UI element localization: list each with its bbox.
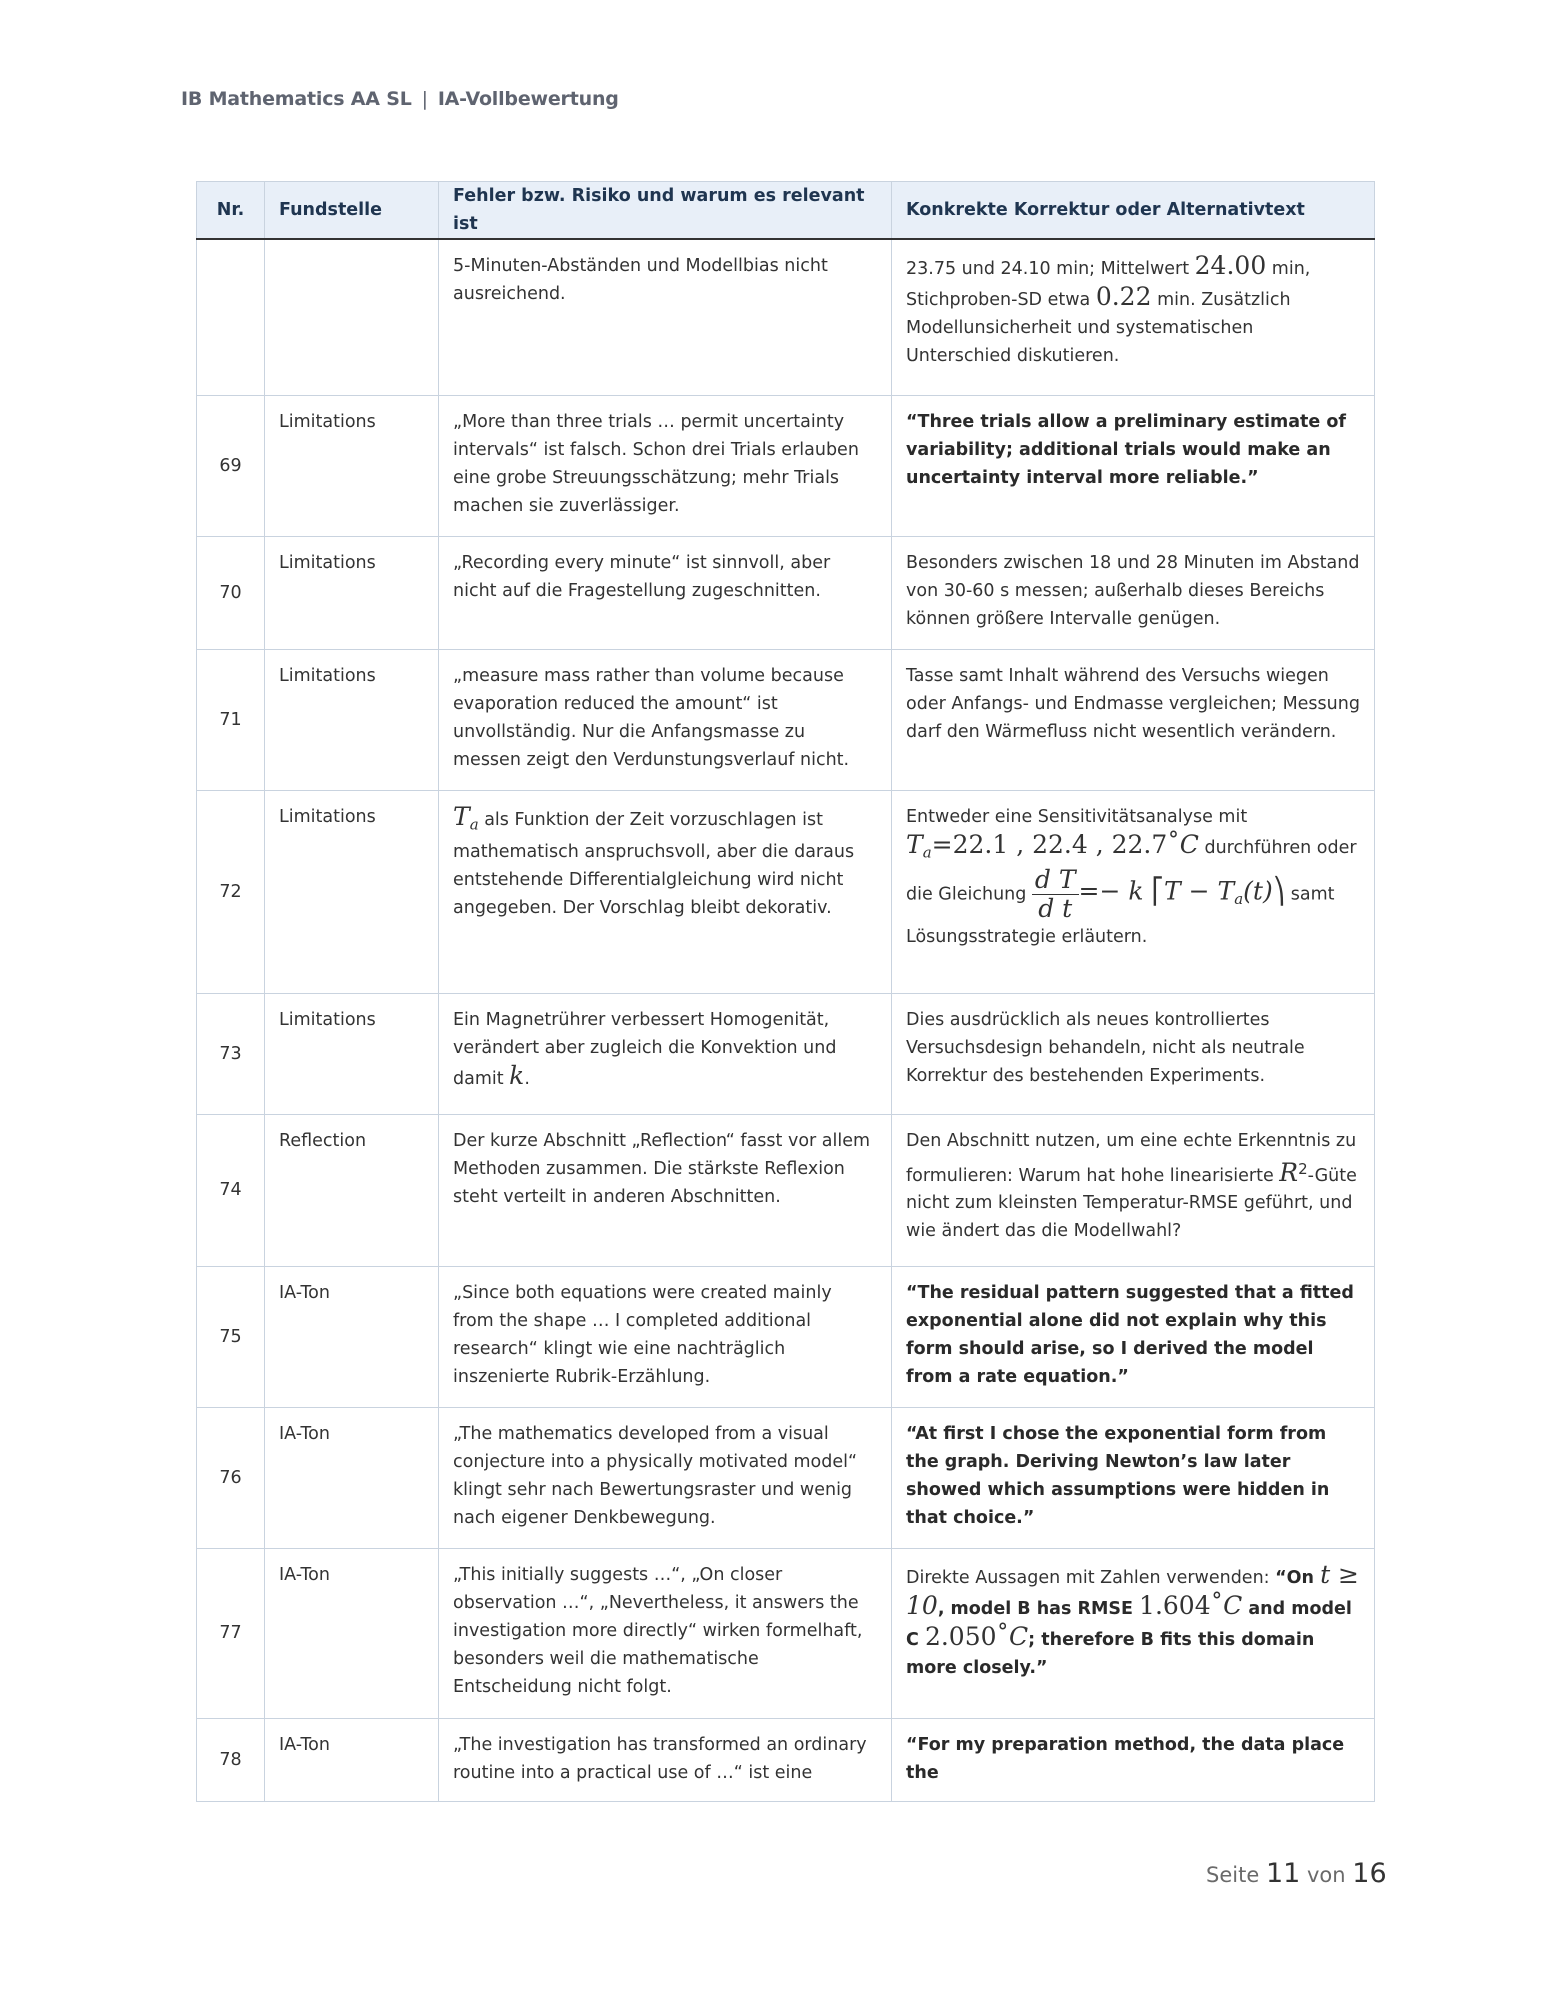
fix-text: min, Stichproben-SD etwa [906, 259, 1311, 310]
row-fix [892, 1114, 1375, 1266]
row-fix [892, 790, 1375, 993]
column-header-nr: Nr. [197, 182, 265, 240]
row-fix: Tasse samt Inhalt während des Versuchs wiegen oder Anfangs- und Endmasse vergleichen; Messung darf den Wärmefluss nicht wesentlich verändern. [892, 649, 1375, 790]
page-number: 11 [1265, 1858, 1301, 1889]
row-number: 78 [197, 1718, 265, 1801]
math-unit: C [1179, 829, 1199, 859]
math-subscript: a [1234, 890, 1244, 908]
fix-text: -Güte nicht zum kleinsten Temperatur-RMSE geführt, und wie ändert das die Modellwahl? [906, 1165, 1357, 1242]
row-fix [892, 1548, 1375, 1718]
fix-text: 23.75 und 24.10 min; Mittelwert [906, 259, 1195, 279]
math-equation-end: (t)⎞ [1243, 876, 1286, 906]
row-fix: “The residual pattern suggested that a fitted exponential alone did not explain why this form should arise, so I derived the model from a rate equation.” [892, 1266, 1375, 1407]
table-row [197, 239, 1375, 395]
math-rmse-c: 2.050 [924, 1621, 997, 1651]
fix-text: Direkte Aussagen mit Zahlen verwenden: [906, 1567, 1276, 1588]
row-fix: Besonders zwischen 18 und 28 Minuten im Abstand von 30-60 s messen; außerhalb dieses Bereichs können größere Intervalle genügen. [892, 536, 1375, 649]
math-degree: ˚ [1210, 1590, 1224, 1620]
row-location [265, 239, 439, 395]
column-header-location: Fundstelle [265, 182, 439, 240]
row-issue: „Recording every minute“ ist sinnvoll, aber nicht auf die Fragestellung zugeschnitten. [439, 536, 892, 649]
math-inequality: t ≥ 10 [906, 1559, 1360, 1620]
document-title: IA-Vollbewertung [437, 88, 619, 110]
math-degree: ˚ [1167, 829, 1180, 859]
row-number: 77 [197, 1548, 265, 1718]
table-row [197, 1266, 1375, 1407]
math-symbol-t: T [453, 801, 470, 831]
fix-text: Entweder eine Sensitivitätsanalyse mit [906, 806, 1248, 827]
row-fix: “Three trials allow a preliminary estimate of variability; additional trials would make an uncertainty interval more reliable.” [892, 395, 1375, 536]
row-location: Limitations [265, 536, 439, 649]
row-issue [439, 790, 892, 993]
row-number: 74 [197, 1114, 265, 1266]
math-equation-sensitivity [906, 829, 1199, 861]
row-number: 73 [197, 993, 265, 1114]
page-label: Seite [1206, 1863, 1260, 1887]
row-number: 71 [197, 649, 265, 790]
row-location: Limitations [265, 649, 439, 790]
row-location: Limitations [265, 395, 439, 536]
row-location: Limitations [265, 790, 439, 993]
math-superscript: 2 [1298, 1159, 1308, 1178]
column-header-issue: Fehler bzw. Risiko und warum es relevant ist [439, 182, 892, 240]
math-values: =22.1 , 22.4 , 22.7 [931, 829, 1168, 859]
table-row [197, 790, 1375, 993]
row-issue: „This initially suggests …“, „On closer observation …“, „Nevertheless, it answers the investigation more directly“ wirken formelhaft, besonders weil die mathematische Entscheidung nicht folgt. [439, 1548, 892, 1718]
row-location: IA-Ton [265, 1407, 439, 1548]
math-unit: C [1009, 1621, 1029, 1651]
fraction-numerator: d T [1032, 866, 1079, 895]
page-of-label: von [1306, 1863, 1346, 1887]
row-issue: „The investigation has transformed an ordinary routine into a practical use of …“ ist eine [439, 1718, 892, 1801]
table-header-row [197, 182, 1375, 240]
fix-text: durchführen oder die Gleichung [906, 837, 1357, 905]
math-sd: 0.22 [1095, 282, 1152, 311]
header-separator: | [421, 88, 428, 110]
row-number: 75 [197, 1266, 265, 1407]
row-issue [439, 993, 892, 1114]
row-location: IA-Ton [265, 1718, 439, 1801]
math-rmse-b: 1.604 [1139, 1590, 1211, 1620]
row-fix [892, 239, 1375, 395]
math-symbol-t: T [906, 829, 923, 859]
table-row [197, 993, 1375, 1114]
table-row [197, 395, 1375, 536]
row-issue: „measure mass rather than volume because evaporation reduced the amount“ ist unvollständig. Nur die Anfangsmasse zu messen zeigt den Verdunstungsverlauf nicht. [439, 649, 892, 790]
fix-quote: ; therefore B fits this domain more closely.” [906, 1629, 1315, 1678]
issue-text-end: . [524, 1068, 530, 1089]
row-location: IA-Ton [265, 1266, 439, 1407]
math-mean: 24.00 [1194, 251, 1267, 280]
math-degree: ˚ [996, 1621, 1010, 1651]
row-location: IA-Ton [265, 1548, 439, 1718]
row-fix: “At first I chose the exponential form from the graph. Deriving Newton’s law later showed which assumptions were hidden in that choice.” [892, 1407, 1375, 1548]
table-row [197, 1718, 1375, 1801]
fraction-denominator: d t [1038, 894, 1073, 923]
row-fix: Dies ausdrücklich als neues kontrolliertes Versuchsdesign behandeln, nicht als neutrale Korrektur des bestehenden Experiments. [892, 993, 1375, 1114]
review-table [196, 181, 1375, 1802]
page-header [181, 88, 619, 110]
row-number: 70 [197, 536, 265, 649]
math-symbol-r: R [1279, 1157, 1299, 1187]
table-row [197, 536, 1375, 649]
math-equation-newton: =− k ⎡T − T [1078, 876, 1235, 906]
math-subscript: a [469, 815, 479, 833]
row-issue: 5-Minuten-Abständen und Modellbias nicht ausreichend. [439, 239, 892, 395]
table-row [197, 1114, 1375, 1266]
page-total: 16 [1352, 1858, 1387, 1889]
math-unit: C [1223, 1590, 1243, 1620]
row-number [197, 239, 265, 395]
issue-text: als Funktion der Zeit vorzuschlagen ist mathematisch anspruchsvoll, aber die daraus entstehende Differentialgleichung wird nicht angegeben. Der Vorschlag bleibt dekorativ. [453, 809, 855, 918]
row-issue: „More than three trials … permit uncertainty intervals“ ist falsch. Schon drei Trials erlauben eine grobe Streuungsschätzung; mehr Trials machen sie zuverlässiger. [439, 395, 892, 536]
row-issue: „The mathematics developed from a visual conjecture into a physically motivated model“ klingt sehr nach Bewertungsraster und wenig nach eigener Denkbewegung. [439, 1407, 892, 1548]
row-location: Limitations [265, 993, 439, 1114]
row-fix: “For my preparation method, the data place the [892, 1718, 1375, 1801]
table-row [197, 1407, 1375, 1548]
math-symbol-k: k [509, 1060, 525, 1090]
math-subscript: a [922, 843, 932, 861]
fix-quote: and model C [906, 1598, 1352, 1650]
fix-text: samt Lösungsstrategie erläutern. [906, 884, 1335, 947]
row-number: 69 [197, 395, 265, 536]
column-header-fix: Konkrekte Korrektur oder Alternativtext [892, 182, 1375, 240]
row-number: 72 [197, 790, 265, 993]
table-row [197, 649, 1375, 790]
table-row [197, 1548, 1375, 1718]
fix-text: min. Zusätzlich Modellunsicherheit und systematischen Unterschied diskutieren. [906, 290, 1291, 366]
row-number: 76 [197, 1407, 265, 1548]
row-location: Reflection [265, 1114, 439, 1266]
fix-quote: , model B has RMSE [937, 1598, 1140, 1619]
page-footer [1206, 1858, 1387, 1889]
math-fraction [1032, 866, 1079, 923]
fix-text: Den Abschnitt nutzen, um eine echte Erkenntnis zu formulieren: Warum hat hohe linearisierte [906, 1130, 1357, 1186]
issue-text: Ein Magnetrührer verbessert Homogenität, verändert aber zugleich die Konvektion und damit [453, 1009, 837, 1089]
row-issue: Der kurze Abschnitt „Reflection“ fasst vor allem Methoden zusammen. Die stärkste Reflexion steht verteilt in anderen Abschnitten. [439, 1114, 892, 1266]
row-issue: „Since both equations were created mainly from the shape … I completed additional research“ klingt wie eine nachträglich inszenierte Rubrik-Erzählung. [439, 1266, 892, 1407]
course-title: IB Mathematics AA SL [181, 88, 412, 110]
fix-quote: “On [1275, 1567, 1321, 1588]
